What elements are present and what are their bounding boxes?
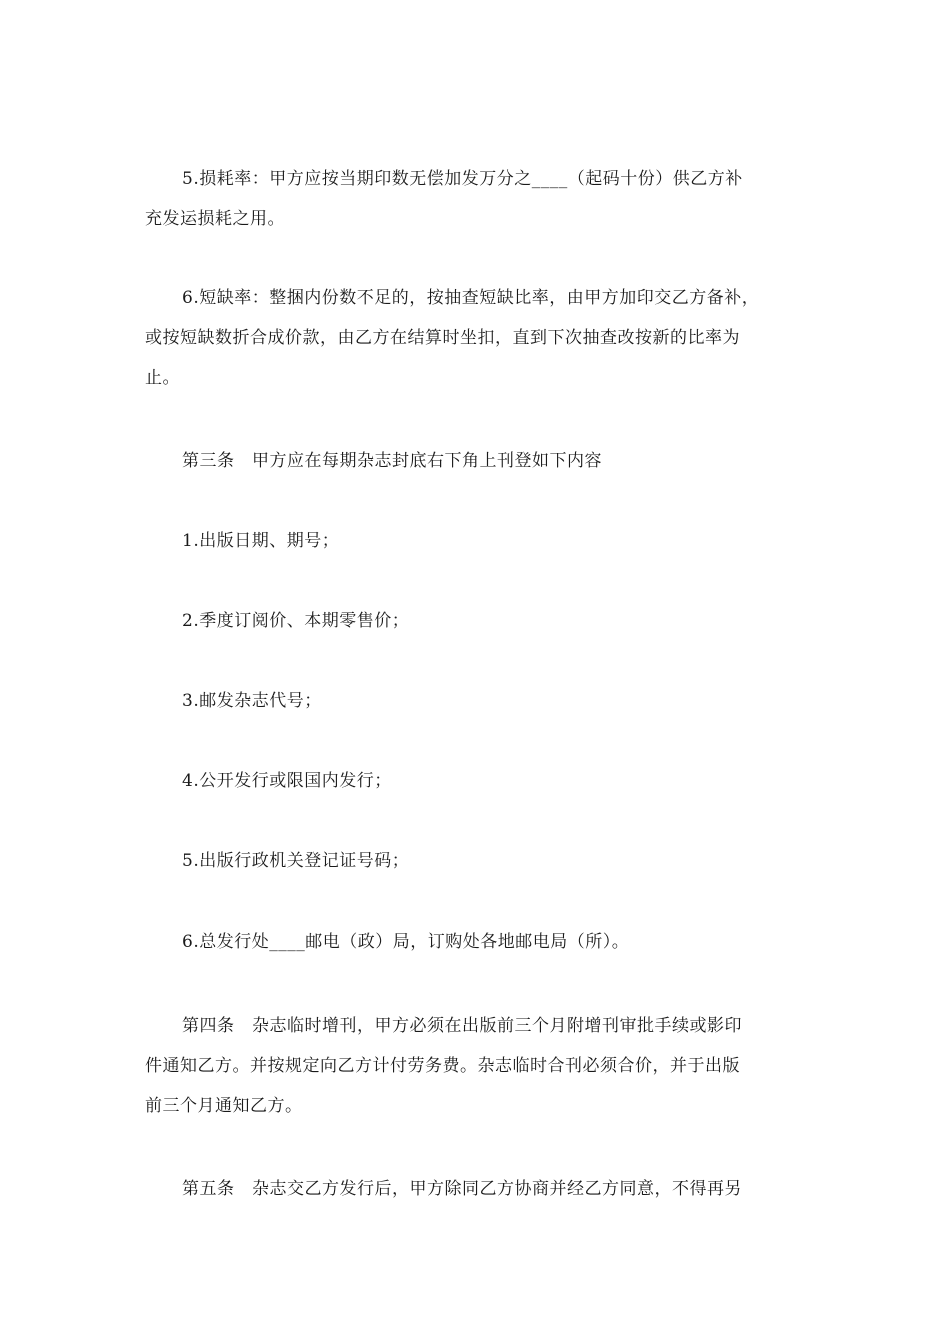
paragraph-item-6-shortage-rate	[145, 278, 805, 398]
paragraph-article-3-item-4	[145, 761, 805, 801]
text-line: 6.短缺率：整捆内份数不足的，按抽查短缺比率，由甲方加印交乙方备补，	[182, 288, 760, 308]
text-line: 1.出版日期、期号；	[182, 531, 340, 551]
text-line: 5.损耗率：甲方应按当期印数无偿加发万分之____（起码十份）供乙方补	[182, 169, 743, 189]
text-line: 件通知乙方。并按规定向乙方计付劳务费。杂志临时合刊必须合价，并于出版	[145, 1056, 740, 1076]
paragraph-article-3-item-3	[145, 681, 805, 721]
text-line: 3.邮发杂志代号；	[182, 691, 322, 711]
paragraph-article-3-item-6	[145, 922, 805, 962]
text-line: 充发运损耗之用。	[145, 209, 285, 229]
paragraph-item-5-loss-rate	[145, 159, 805, 239]
text-line: 前三个月通知乙方。	[145, 1096, 303, 1116]
text-line: 第五条 杂志交乙方发行后，甲方除同乙方协商并经乙方同意，不得再另	[182, 1179, 742, 1199]
paragraph-article-3-item-5	[145, 841, 805, 881]
paragraph-article-3-item-2	[145, 601, 805, 641]
paragraph-article-5	[145, 1169, 805, 1209]
text-line: 5.出版行政机关登记证号码；	[182, 851, 410, 871]
paragraph-article-4	[145, 1006, 805, 1126]
text-line: 2.季度订阅价、本期零售价；	[182, 611, 410, 631]
text-line: 第三条 甲方应在每期杂志封底右下角上刊登如下内容	[182, 451, 602, 471]
text-line: 第四条 杂志临时增刊，甲方必须在出版前三个月附增刊审批手续或影印	[182, 1016, 742, 1036]
paragraph-article-3	[145, 441, 805, 481]
text-line: 止。	[145, 368, 180, 388]
text-line: 4.公开发行或限国内发行；	[182, 771, 392, 791]
paragraph-article-3-item-1	[145, 521, 805, 561]
text-line: 6.总发行处____邮电（政）局，订购处各地邮电局（所）。	[182, 932, 630, 952]
text-line: 或按短缺数折合成价款，由乙方在结算时坐扣，直到下次抽查改按新的比率为	[145, 328, 740, 348]
